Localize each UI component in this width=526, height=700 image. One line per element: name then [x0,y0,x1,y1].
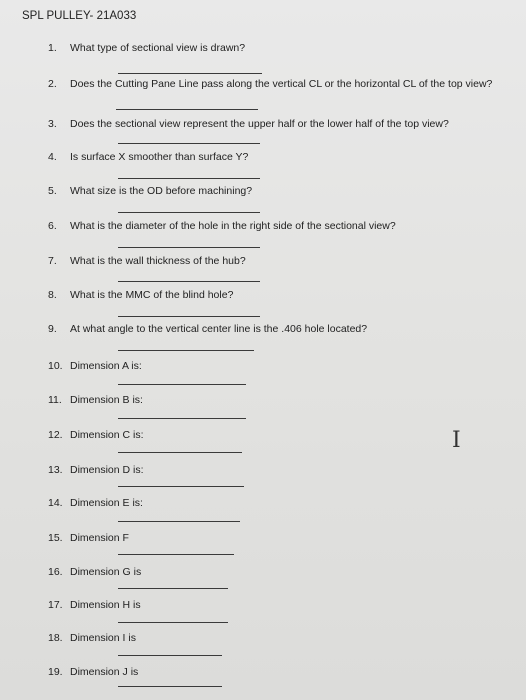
question-18: 18. Dimension I is [48,632,136,644]
question-2: 2. Does the Cutting Pane Line pass along the vertical CL or the horizontal CL of the top view? [48,78,493,90]
answer-line-14[interactable] [118,521,240,522]
question-1: 1. What type of sectional view is drawn? [48,42,246,54]
question-13: 13. Dimension D is: [48,464,144,476]
answer-line-3[interactable] [118,143,260,144]
answer-line-2[interactable] [116,109,258,110]
answer-line-16[interactable] [118,588,228,589]
question-4: 4. Is surface X smoother than surface Y? [48,151,249,163]
answer-line-9[interactable] [118,350,254,351]
question-9: 9. At what angle to the vertical center line is the .406 hole located? [48,323,368,335]
answer-line-11[interactable] [118,418,246,419]
page-title: SPL PULLEY- 21A033 [22,10,137,22]
question-19: 19. Dimension J is [48,666,139,678]
question-3: 3. Does the sectional view represent the upper half or the lower half of the top view? [48,118,449,130]
answer-line-1[interactable] [118,73,262,74]
question-10: 10. Dimension A is: [48,360,142,372]
answer-line-13[interactable] [118,486,244,487]
question-12: 12. Dimension C is: [48,429,144,441]
question-11: 11. Dimension B is: [48,394,143,406]
answer-line-4[interactable] [118,178,260,179]
answer-line-17[interactable] [118,622,228,623]
answer-line-5[interactable] [118,212,260,213]
answer-line-12[interactable] [118,452,242,453]
question-5: 5. What size is the OD before machining? [48,185,253,197]
answer-line-7[interactable] [118,281,260,282]
answer-line-18[interactable] [118,655,222,656]
question-16: 16. Dimension G is [48,566,142,578]
question-14: 14. Dimension E is: [48,497,143,509]
answer-line-8[interactable] [118,316,260,317]
question-6: 6. What is the diameter of the hole in the right side of the sectional view? [48,220,396,232]
question-17: 17. Dimension H is [48,599,141,611]
answer-line-19[interactable] [118,686,222,687]
answer-line-15[interactable] [118,554,234,555]
question-15: 15. Dimension F [48,532,129,544]
text-cursor-icon: I [452,428,461,453]
answer-line-10[interactable] [118,384,246,385]
answer-line-6[interactable] [118,247,260,248]
question-8: 8. What is the MMC of the blind hole? [48,289,234,301]
question-7: 7. What is the wall thickness of the hub? [48,255,246,267]
